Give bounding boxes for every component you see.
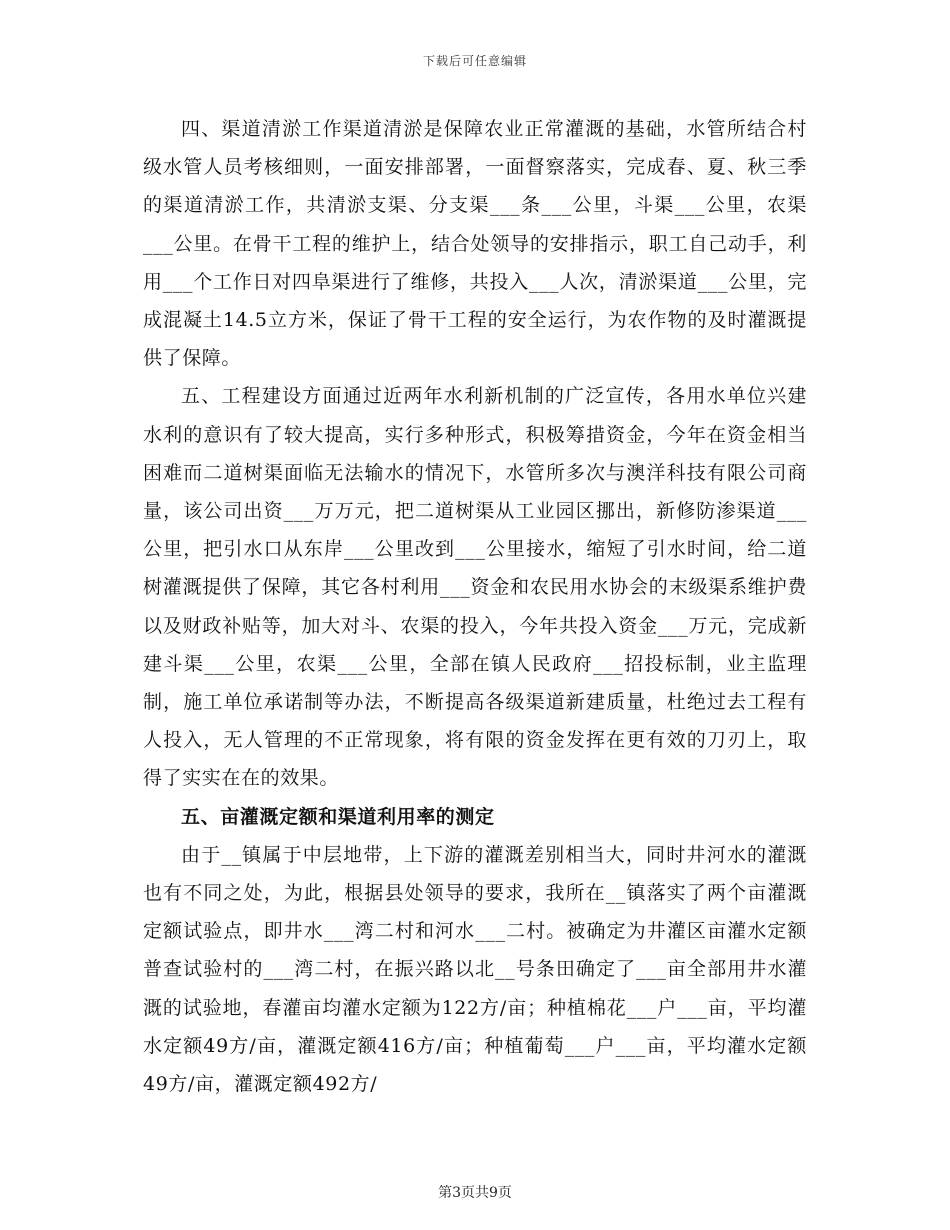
document-body: [143, 110, 807, 1103]
paragraph-construction: 五、工程建设方面通过近两年水利新机制的广泛宣传，各用水单位兴建水利的意识有了较大提高，实行多种形式，积极筹措资金，今年在资金相当困难而二道树渠面临无法输水的情况下，水管所多次与澳洋科技有限公司商量，该公司出资___万万元，把二道树渠从工业园区挪出，新修防渗渠道___公里，把引水口从东岸___公里改到___公里接水，缩短了引水时间，给二道树灌溉提供了保障，其它各村利用___资金和农民用水协会的末级渠系维护费以及财政补贴等，加大对斗、农渠的投入，今年共投入资金___万元，完成新建斗渠___公里，农渠___公里，全部在镇人民政府___招投标制，业主监理制，施工单位承诺制等办法，不断提高各级渠道新建质量，杜绝过去工程有人投入，无人管理的不正常现象，将有限的资金发挥在更有效的刀刃上，取得了实实在在的效果。: [143, 385, 807, 790]
paragraph-irrigation-quota: 由于__镇属于中层地带，上下游的灌溉差别相当大，同时井河水的灌溉也有不同之处，为此，根据县处领导的要求，我所在__镇落实了两个亩灌溉定额试验点，即井水___湾二村和河水___二村。被确定为井灌区亩灌水定额普查试验村的___湾二村，在振兴路以北__号条田确定了___亩全部用井水灌溉的试验地，春灌亩均灌水定额为122方/亩；种植棉花___户___亩，平均灌水定额49方/亩，灌溉定额416方/亩；种植葡萄___户___亩，平均灌水定额49方/亩，灌溉定额492方/: [143, 843, 807, 1096]
page-number: 第3页共9页: [438, 1185, 512, 1201]
header-note: 下载后可任意编辑: [422, 54, 527, 68]
paragraph-channel-dredging: 四、渠道清淤工作渠道清淤是保障农业正常灌溉的基础，水管所结合村级水管人员考核细则，一面安排部署，一面督察落实，完成春、夏、秋三季的渠道清淤工作，共清淤支渠、分支渠___条___公里，斗渠___公里，农渠___公里。在骨干工程的维护上，结合处领导的安排指示，职工自己动手，利用___个工作日对四阜渠进行了维修，共投入___人次，清淤渠道___公里，完成混凝土14.5立方米，保证了骨干工程的安全运行，为农作物的及时灌溉提供了保障。: [143, 118, 807, 370]
section-heading-irrigation-quota: 五、亩灌溉定额和渠道利用率的测定: [181, 805, 495, 828]
